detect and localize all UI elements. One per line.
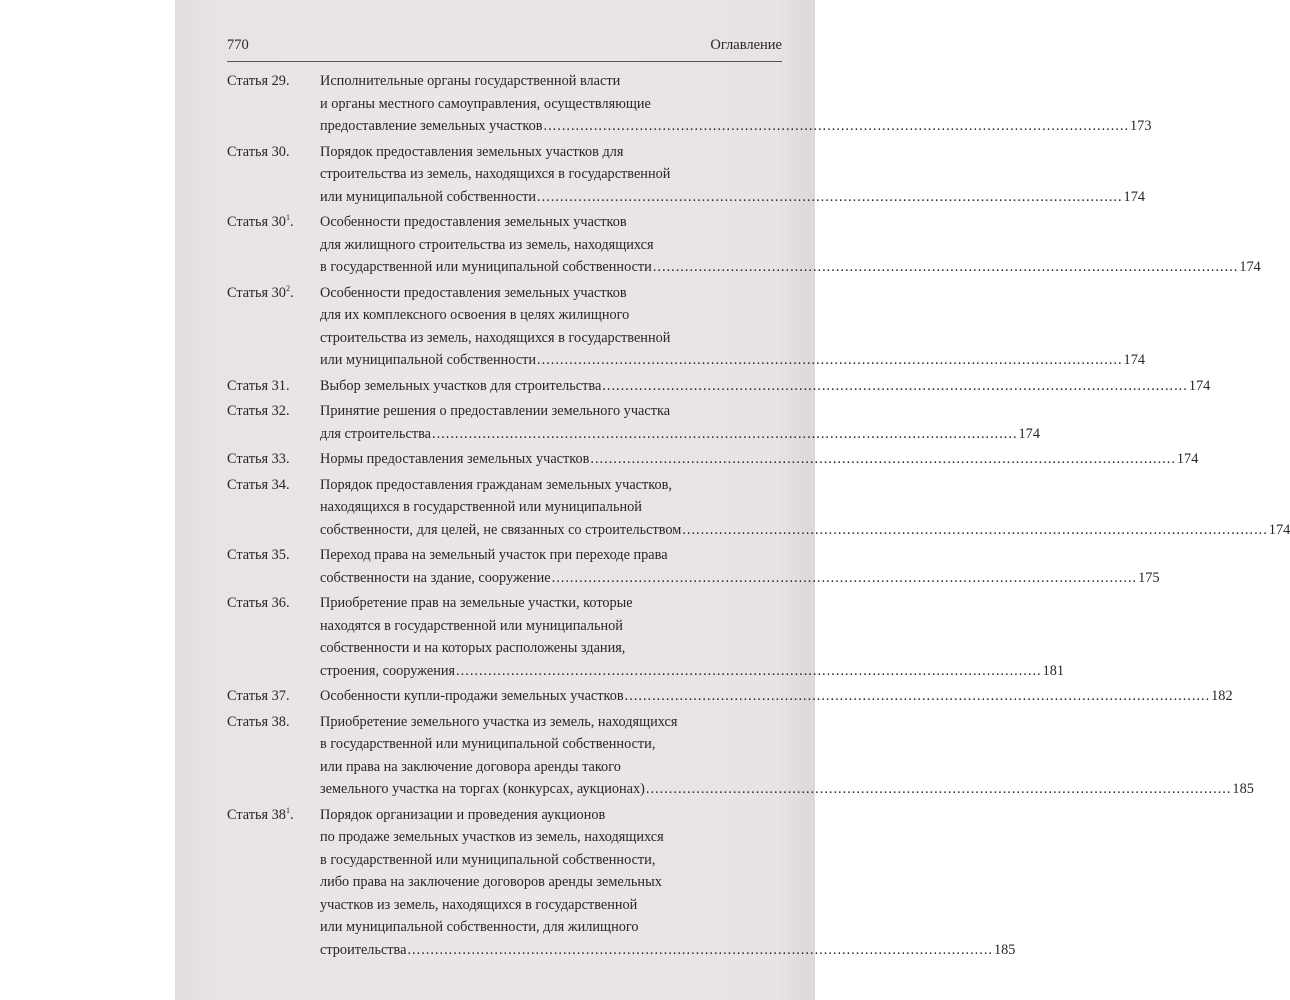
title-line: или муниципальной собственности — [320, 188, 537, 205]
dot-leader — [537, 349, 1123, 372]
title-line: Выбор земельных участков для строительства — [320, 377, 602, 394]
article-number: Статья 29. — [227, 73, 290, 89]
article-label — [227, 141, 320, 209]
title-line: собственности, для целей, не связанных со строительством — [320, 521, 682, 538]
book-page — [175, 0, 1290, 1000]
toc-entry[interactable] — [227, 211, 1261, 279]
running-header — [227, 37, 782, 61]
title-line: по продаже земельных участков из земель, находящихся — [320, 829, 664, 845]
article-label — [227, 592, 320, 682]
article-title — [320, 375, 1210, 398]
article-label — [227, 400, 320, 445]
toc-entry[interactable] — [227, 282, 1145, 372]
title-line: находящихся в государственной или муниципальной — [320, 499, 642, 515]
page-ref: 174 — [1123, 352, 1145, 368]
dot-leader — [602, 375, 1188, 398]
toc-entry[interactable] — [227, 592, 1065, 682]
article-number: Статья 38. — [227, 713, 290, 730]
title-line: Порядок предоставления земельных участков для — [320, 143, 624, 160]
page-ref: 185 — [993, 941, 1016, 958]
page-ref: 182 — [1211, 688, 1233, 704]
title-line: или муниципальной собственности, для жилищного — [320, 919, 639, 935]
dot-leader — [653, 256, 1239, 279]
article-superscript: 1 — [285, 805, 290, 815]
article-number: Статья 37. — [227, 688, 290, 704]
page-number: 770 — [227, 37, 249, 53]
title-line: для жилищного строительства из земель, находящихся — [320, 236, 654, 253]
dot-leader — [544, 115, 1130, 138]
toc-entry[interactable] — [227, 544, 1160, 589]
page-ref: 174 — [1018, 425, 1040, 442]
title-line: либо права на заключение договоров аренды земельных — [320, 874, 662, 890]
title-line: Порядок организации и проведения аукционов — [320, 806, 606, 823]
title-line: в государственной или муниципальной собственности, — [320, 851, 656, 868]
dot-leader — [682, 519, 1268, 542]
article-title — [320, 592, 1064, 682]
article-superscript: 1 — [285, 213, 290, 222]
article-label — [227, 474, 320, 542]
title-line: в государственной или муниципальной собственности — [320, 259, 652, 275]
page-ref: 175 — [1138, 569, 1160, 586]
article-number: Статья 30. — [227, 143, 290, 160]
page-ref: 174 — [1176, 451, 1199, 467]
page-ref: 174 — [1188, 377, 1211, 394]
section-title: Оглавление — [710, 37, 782, 53]
title-line: Особенности предоставления земельных участков — [320, 214, 627, 230]
article-number: Статья 38 — [227, 806, 286, 823]
dot-leader — [590, 448, 1176, 471]
title-line: строительства — [320, 941, 407, 958]
page-ref: 174 — [1123, 188, 1145, 205]
title-line: для их комплексного освоения в целях жилищного — [320, 307, 630, 323]
article-title — [320, 804, 1015, 962]
article-label — [227, 544, 320, 589]
title-line: земельного участка на торгах (конкурсах, аукционах) — [320, 781, 645, 797]
toc-entry[interactable] — [227, 375, 1211, 398]
title-line: собственности на здание, сооружение — [320, 569, 551, 586]
article-label — [227, 685, 320, 708]
title-line: собственности и на которых расположены здания, — [320, 640, 626, 656]
dot-leader — [456, 660, 1042, 683]
title-line: строительства из земель, находящихся в государственной — [320, 329, 671, 346]
title-line: и органы местного самоуправления, осуществляющие — [320, 95, 651, 112]
title-line: участков из земель, находящихся в государственной — [320, 896, 638, 913]
title-line: для строительства — [320, 425, 432, 442]
title-line: Принятие решения о предоставлении земельного участка — [320, 403, 671, 419]
article-label — [227, 375, 320, 398]
article-superscript: 2 — [285, 283, 290, 293]
article-label — [227, 711, 320, 801]
article-title — [320, 685, 1233, 708]
dot-leader — [537, 186, 1123, 209]
title-line: или муниципальной собственности — [320, 352, 537, 368]
title-line: предоставление земельных участков — [320, 118, 543, 134]
title-line: Порядок предоставления гражданам земельных участков, — [320, 476, 672, 493]
title-line: или права на заключение договора аренды такого — [320, 758, 621, 775]
article-title — [320, 211, 1261, 279]
dot-leader — [552, 567, 1138, 590]
page-ref: 174 — [1239, 259, 1261, 275]
toc-entry[interactable] — [227, 474, 1290, 542]
article-number: Статья 35. — [227, 547, 290, 563]
article-number: Статья 34. — [227, 476, 290, 493]
dot-leader — [432, 423, 1018, 446]
page-ref: 185 — [1232, 781, 1254, 797]
article-label: Статья $30^2$. — [227, 283, 294, 301]
article-label — [227, 448, 320, 471]
article-number: Статья 33. — [227, 451, 290, 467]
title-line: находятся в государственной или муниципальной — [320, 617, 623, 634]
article-title — [320, 711, 1254, 801]
title-line: Особенности предоставления земельных участков — [320, 284, 627, 301]
article-number: Статья 36. — [227, 595, 290, 611]
page-ref: 181 — [1042, 662, 1065, 679]
title-line: Особенности купли-продажи земельных участков — [320, 688, 624, 704]
title-line: в государственной или муниципальной собственности, — [320, 736, 656, 752]
title-line: Приобретение земельного участка из земель, находящихся — [320, 713, 678, 730]
toc-entry[interactable] — [227, 804, 1016, 962]
article-title — [320, 282, 1145, 372]
page-ref: 173 — [1130, 118, 1152, 134]
table-of-contents — [227, 70, 1290, 964]
article-number: Статья 30 — [227, 214, 286, 230]
article-number: Статья 31. — [227, 377, 290, 394]
toc-entry[interactable] — [227, 141, 1145, 209]
title-line: строения, сооружения — [320, 662, 456, 679]
article-number: Статья 32. — [227, 403, 290, 419]
toc-entry[interactable] — [227, 685, 1233, 708]
article-title — [320, 544, 1160, 589]
dot-leader — [407, 939, 993, 962]
title-line: Исполнительные органы государственной власти — [320, 73, 621, 89]
article-label — [227, 70, 320, 138]
dot-leader — [625, 685, 1211, 708]
title-line: строительства из земель, находящихся в государственной — [320, 166, 671, 182]
header-rule — [227, 61, 782, 62]
title-line: Приобретение прав на земельные участки, которые — [320, 595, 633, 611]
page-ref: 174 — [1268, 521, 1290, 538]
article-title — [320, 70, 1151, 138]
article-label: Статья $30^1$. — [227, 213, 294, 230]
toc-entry[interactable] — [227, 448, 1199, 471]
article-title — [320, 400, 1040, 445]
title-line: Нормы предоставления земельных участков — [320, 451, 590, 467]
article-title — [320, 448, 1198, 471]
toc-entry[interactable] — [227, 711, 1254, 801]
toc-entry[interactable] — [227, 400, 1040, 445]
article-title — [320, 474, 1290, 542]
title-line: Переход права на земельный участок при переходе права — [320, 547, 668, 563]
article-number: Статья 30 — [227, 284, 286, 301]
dot-leader — [646, 778, 1232, 801]
article-label: Статья $38^1$. — [227, 805, 294, 823]
article-title — [320, 141, 1145, 209]
toc-entry[interactable] — [227, 70, 1152, 138]
